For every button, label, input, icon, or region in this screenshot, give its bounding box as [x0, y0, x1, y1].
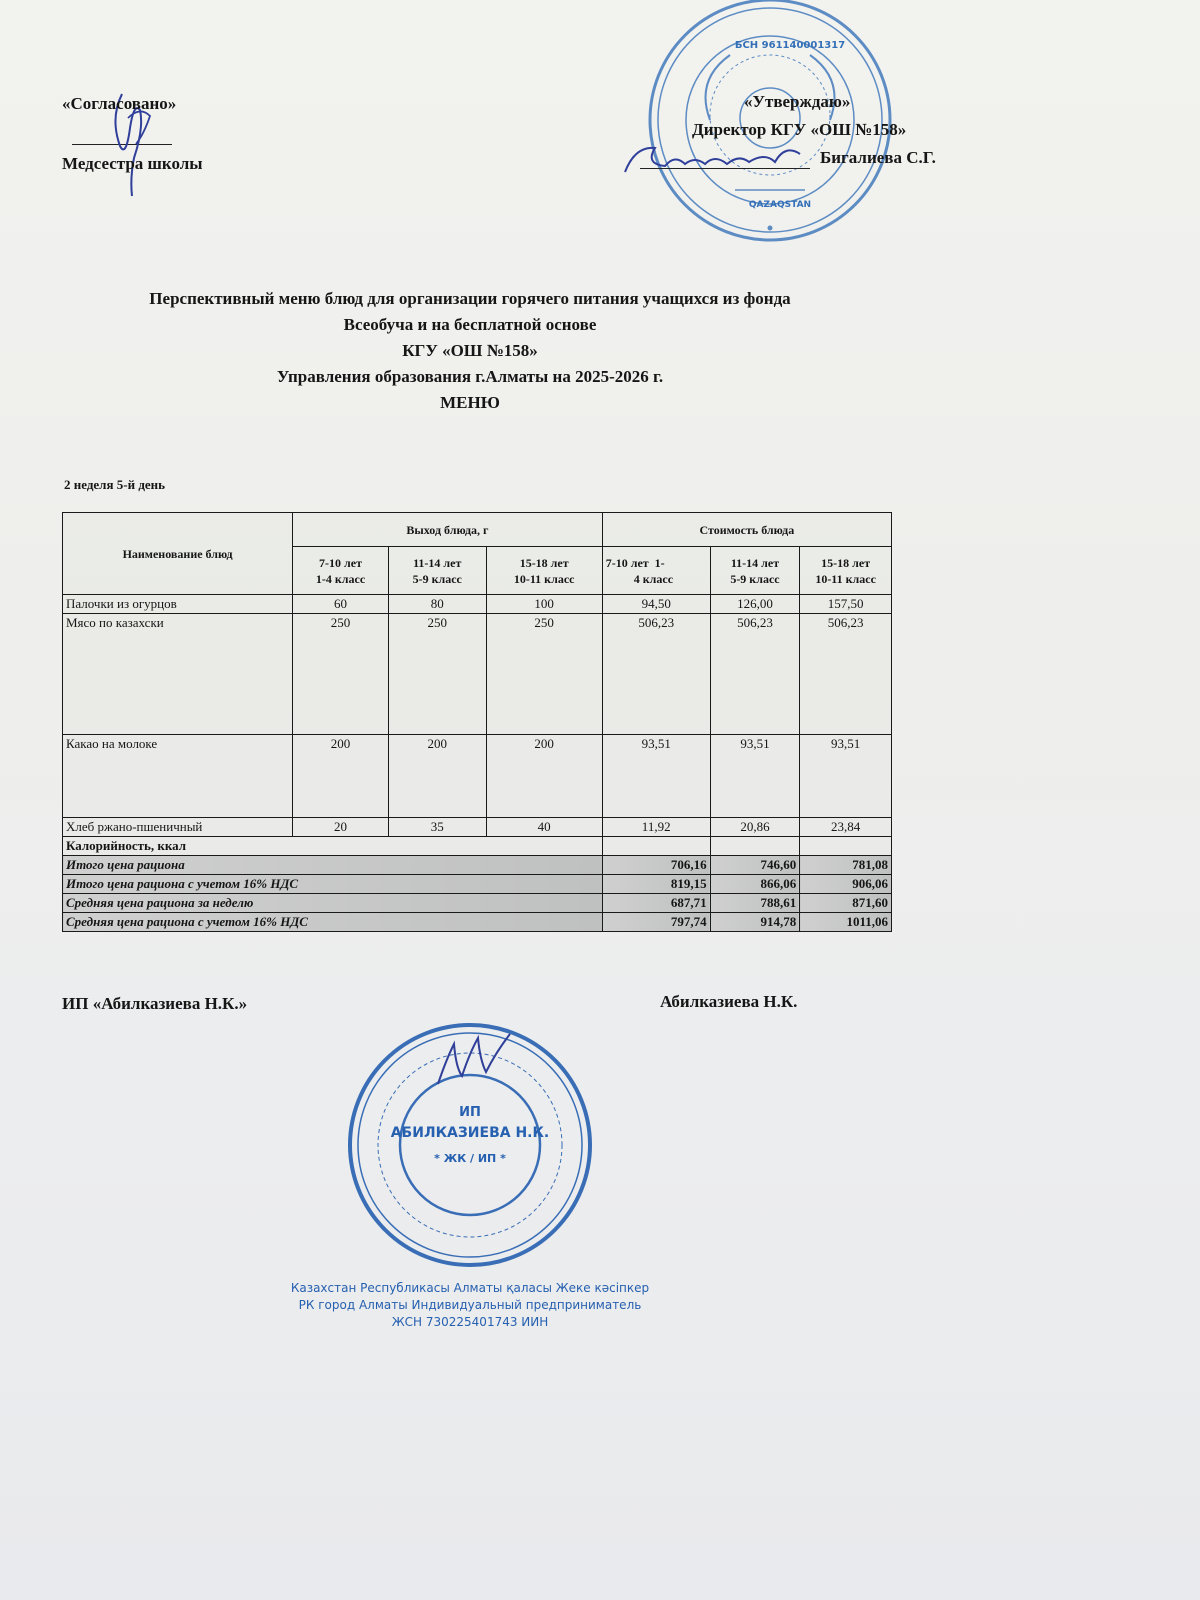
- summary-row: [63, 856, 892, 875]
- dish-cost: 23,84: [800, 818, 892, 837]
- dish-yield: 80: [388, 595, 486, 614]
- dish-cost: 93,51: [710, 735, 800, 818]
- dish-cost: 126,00: [710, 595, 800, 614]
- table-row: [63, 595, 892, 614]
- director-label: Директор КГУ «ОШ №158»: [692, 120, 907, 139]
- dish-cost: 506,23: [710, 614, 800, 735]
- header-grade: 10-11 класс: [815, 571, 876, 586]
- dish-yield: 40: [486, 818, 602, 837]
- dish-name: Мясо по казахски: [63, 614, 293, 735]
- header-grade: 4 класс: [633, 571, 674, 586]
- summary-value: 788,61: [710, 894, 800, 913]
- summary-value: 906,06: [800, 875, 892, 894]
- header-grade: 5-9 класс: [730, 571, 780, 586]
- dish-cost: 94,50: [602, 595, 710, 614]
- summary-row: [63, 875, 892, 894]
- week-day-label: 2 неделя 5-й день: [64, 477, 166, 492]
- dish-yield: 250: [486, 614, 602, 735]
- ip-seal-ring-text: Казахстан Республикасы Алматы қаласы Жеке кәсіпкер: [290, 1281, 650, 1295]
- summary-label: Итого цена рациона: [63, 856, 603, 875]
- dish-cost: 93,51: [800, 735, 892, 818]
- summary-value: 914,78: [710, 913, 800, 932]
- approve-label: «Утверждаю»: [744, 92, 851, 111]
- ip-seal-title: ИП: [459, 1105, 481, 1120]
- summary-value: 687,71: [602, 894, 710, 913]
- summary-row: [63, 894, 892, 913]
- header-cost-age-1: [602, 547, 710, 595]
- dish-cost: 506,23: [800, 614, 892, 735]
- title-line-2: Всеобуча и на бесплатной основе: [343, 315, 597, 334]
- dish-cost: 157,50: [800, 595, 892, 614]
- header-grade: 5-9 класс: [412, 571, 462, 586]
- ip-seal-ring-texts: [230, 1280, 710, 1331]
- dish-name: Какао на молоке: [63, 735, 293, 818]
- summary-label: Средняя цена рациона за неделю: [63, 894, 603, 913]
- summary-row: [63, 913, 892, 932]
- summary-value: 706,16: [602, 856, 710, 875]
- dish-cost: 20,86: [710, 818, 800, 837]
- dish-yield: 60: [293, 595, 389, 614]
- nurse-label: Медсестра школы: [62, 154, 203, 173]
- summary-value: 866,06: [710, 875, 800, 894]
- ip-seal-name: АБИЛКАЗИЕВА Н.К.: [390, 1125, 550, 1141]
- dish-cost: 11,92: [602, 818, 710, 837]
- nurse-signature-line: [72, 144, 172, 145]
- calories-label: Калорийность, ккал: [63, 837, 603, 856]
- dish-yield: 20: [293, 818, 389, 837]
- summary-value: 746,60: [710, 856, 800, 875]
- director-signature-line: [640, 168, 810, 169]
- dish-cost: 93,51: [602, 735, 710, 818]
- header-yield-age-1: [293, 547, 389, 595]
- summary-label: Итого цена рациона с учетом 16% НДС: [63, 875, 603, 894]
- ip-seal-code: * ЖК / ИП *: [434, 1152, 506, 1165]
- title-line-4: Управления образования г.Алматы на 2025-2026 г.: [276, 367, 664, 386]
- header-age: 15-18 лет: [519, 555, 569, 570]
- title-line-5: МЕНЮ: [440, 393, 500, 412]
- document-title: [40, 286, 900, 416]
- header-age: 7-10 лет: [605, 555, 649, 570]
- ip-seal-bottom-ring: ЖСН 730225401743 ИИН: [391, 1315, 549, 1329]
- dish-name: Палочки из огурцов: [63, 595, 293, 614]
- ip-name: Абилказиева Н.К.: [660, 992, 798, 1011]
- menu-table: [62, 512, 892, 932]
- header-cost: Стоимость блюда: [602, 513, 891, 547]
- dish-yield: 200: [293, 735, 389, 818]
- summary-value: 871,60: [800, 894, 892, 913]
- title-line-3: КГУ «ОШ №158»: [402, 341, 538, 360]
- school-seal-id: БСН 961140001317: [734, 40, 846, 51]
- calories-row: [63, 837, 892, 856]
- dish-yield: 35: [388, 818, 486, 837]
- agreed-label: «Согласовано»: [62, 94, 177, 113]
- summary-value: 819,15: [602, 875, 710, 894]
- header-grade: 10-11 класс: [513, 571, 575, 586]
- header-age: 15-18 лет: [821, 555, 871, 570]
- ip-seal-stamp: [340, 1020, 600, 1270]
- header-cost-age-2: [710, 547, 800, 595]
- title-line-1: Перспективный меню блюд для организации горячего питания учащихся из фонда: [149, 289, 791, 308]
- header-yield-age-3: [486, 547, 602, 595]
- dish-yield: 250: [388, 614, 486, 735]
- calories-value: [710, 837, 800, 856]
- summary-label: Средняя цена рациона с учетом 16% НДС: [63, 913, 603, 932]
- header-yield-age-2: [388, 547, 486, 595]
- table-row: [63, 614, 892, 735]
- header-cost-age-3: [800, 547, 892, 595]
- header-fragment: 1-: [654, 555, 665, 570]
- header-dish-name: Наименование блюд: [63, 513, 293, 595]
- header-age: 11-14 лет: [730, 555, 780, 570]
- summary-value: 1011,06: [800, 913, 892, 932]
- dish-name: Хлеб ржано-пшеничный: [63, 818, 293, 837]
- director-name: Бигалиева С.Г.: [820, 148, 936, 167]
- ip-label: ИП «Абилказиева Н.К.»: [62, 994, 248, 1013]
- dish-yield: 100: [486, 595, 602, 614]
- header-yield: Выход блюда, г: [293, 513, 603, 547]
- calories-value: [800, 837, 892, 856]
- school-seal-country: QAZAQSTAN: [748, 200, 812, 210]
- summary-value: 797,74: [602, 913, 710, 932]
- calories-value: [602, 837, 710, 856]
- dish-yield: 200: [388, 735, 486, 818]
- summary-value: 781,08: [800, 856, 892, 875]
- table-row: [63, 818, 892, 837]
- ip-seal-inner-ring: РК город Алматы Индивидуальный предприниматель: [298, 1298, 642, 1312]
- dish-cost: 506,23: [602, 614, 710, 735]
- dish-yield: 250: [293, 614, 389, 735]
- dish-yield: 200: [486, 735, 602, 818]
- header-age: 7-10 лет: [319, 555, 362, 570]
- header-grade: 1-4 класс: [315, 571, 366, 586]
- table-row: [63, 735, 892, 818]
- header-age: 11-14 лет: [413, 555, 462, 570]
